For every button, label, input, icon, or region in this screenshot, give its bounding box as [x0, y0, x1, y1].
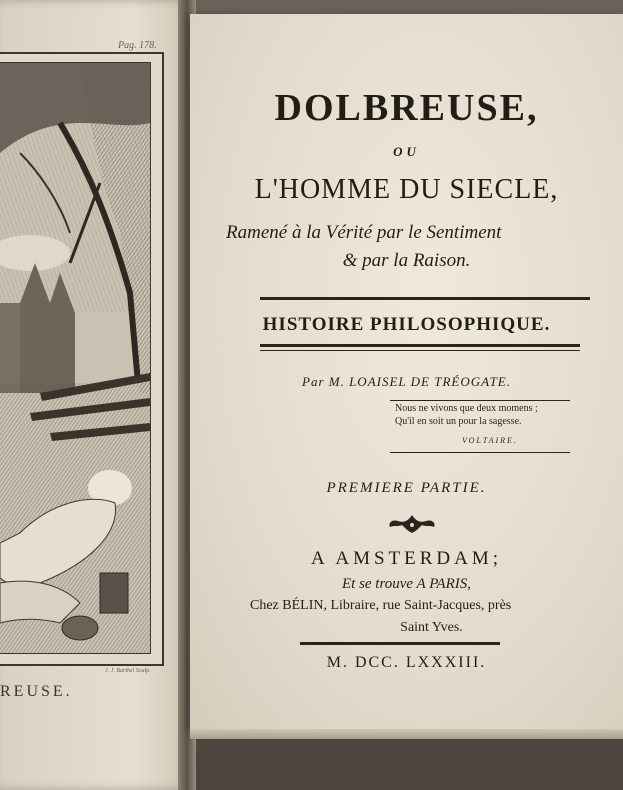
rule-date: [300, 642, 500, 645]
imprint-place: A AMSTERDAM;: [310, 548, 503, 569]
publisher-line-2: Saint Yves.: [400, 620, 463, 635]
rule-lower: [260, 344, 580, 347]
book-title: DOLBREUSE,: [274, 87, 539, 129]
genre-heading: HISTOIRE PHILOSOPHIQUE.: [262, 314, 551, 335]
epigraph-author: VOLTAIRE.: [462, 436, 518, 445]
page-reference: Pag. 178.: [118, 40, 157, 51]
imprint-found-at: Et se trouve A PARIS,: [341, 576, 471, 592]
title-page: [190, 14, 623, 729]
rule-upper: [260, 297, 590, 300]
fleuron-ornament: [386, 511, 438, 537]
publisher-line-1: Chez BÉLIN, Libraire, rue Saint-Jacques, près: [250, 598, 512, 613]
title-conjunction: OU: [393, 144, 420, 159]
engraving-illustration: [0, 63, 150, 653]
frontispiece-page: [0, 0, 190, 790]
publication-date: M. DCC. LXXXIII.: [326, 654, 487, 671]
epigraph-rule-bottom: [390, 452, 570, 453]
book-subtitle: L'HOMME DU SIECLE,: [254, 174, 559, 205]
epigraph-line-1: Nous ne vivons que deux momens ;: [395, 403, 538, 414]
plate-caption: REUSE.: [0, 683, 73, 700]
engraver-credit: J. J. Barthel Sculp.: [105, 668, 151, 674]
engraving-frame: [0, 52, 164, 666]
tagline-line-1: Ramené à la Vérité par le Sentiment: [226, 222, 502, 243]
page-edge: [190, 729, 623, 739]
epigraph-rule-top: [390, 400, 570, 401]
epigraph-line-2: Qu'il en soit un pour la sagesse.: [395, 416, 522, 427]
author-line: Par M. LOAISEL DE TRÉOGATE.: [302, 374, 511, 389]
rule-lower-thin: [260, 350, 580, 351]
engraving-plate: [0, 62, 151, 654]
part-heading: PREMIERE PARTIE.: [326, 480, 487, 496]
tagline-line-2: & par la Raison.: [342, 250, 471, 271]
epigraph: [395, 402, 575, 428]
